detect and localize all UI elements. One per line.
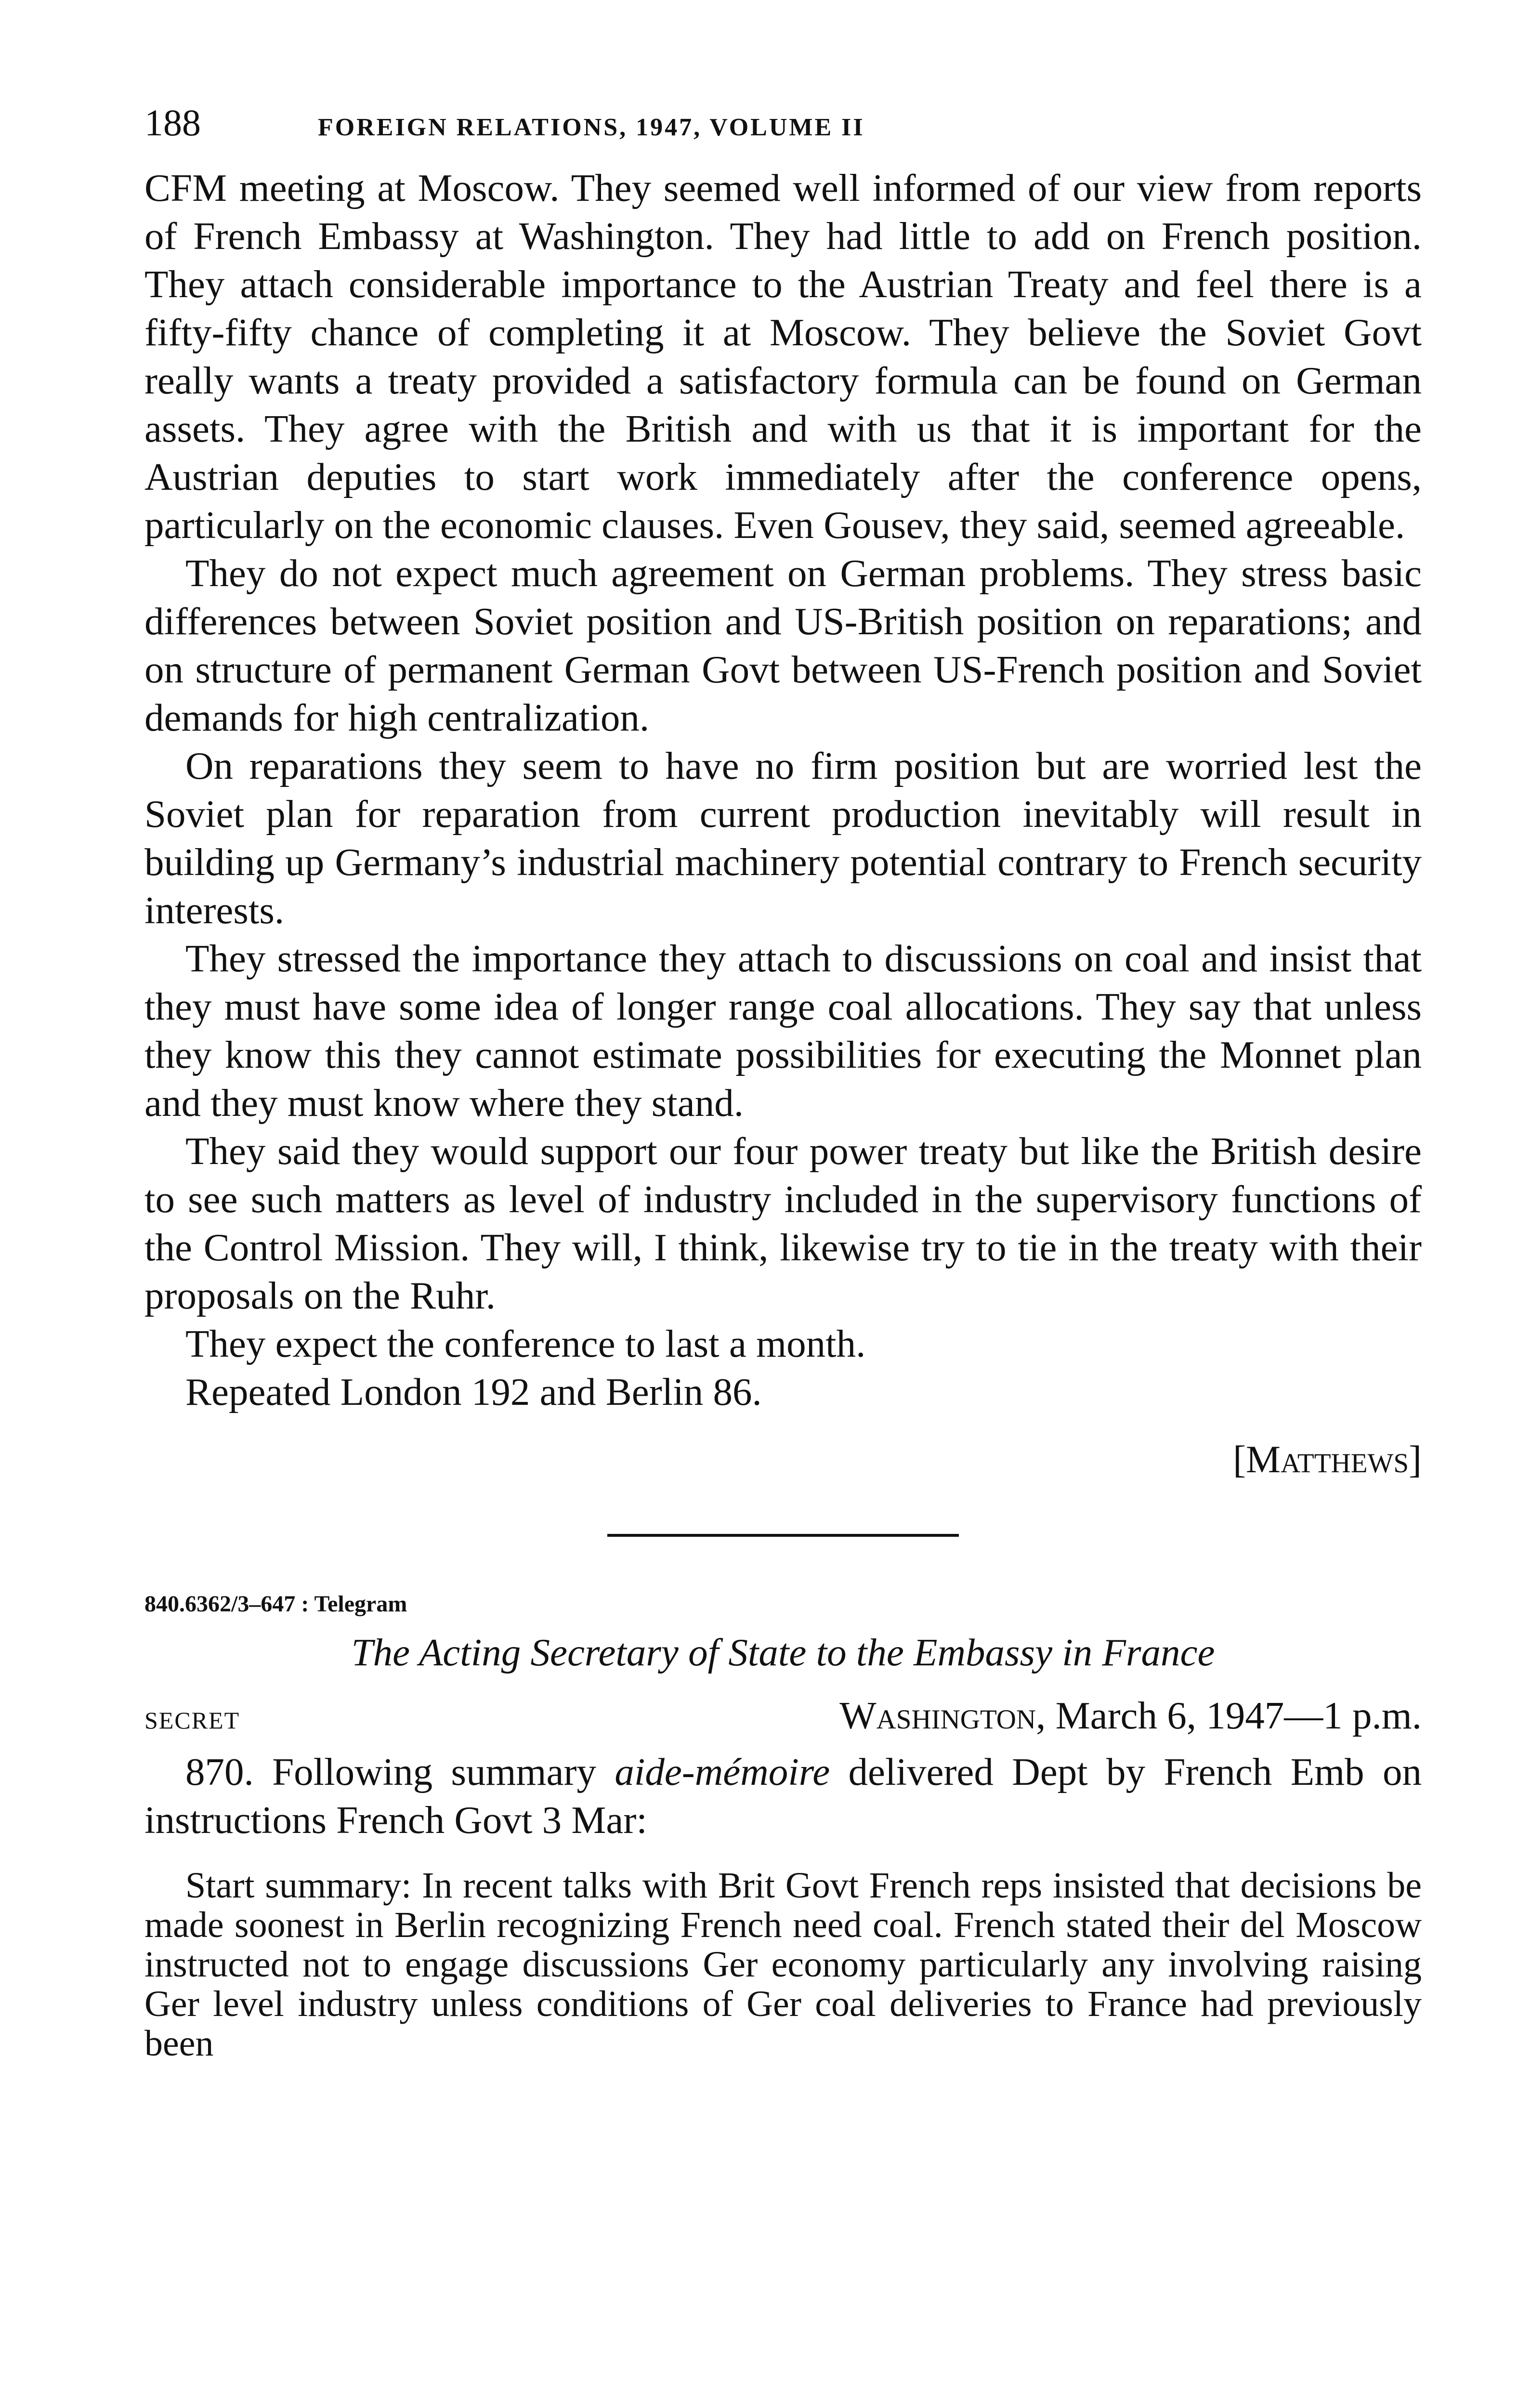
paragraph: They said they would support our four power treaty but like the British desire to see such matters as level of industry included in the supervisory functions of the Control Mission. They will, I think, likewise try to tie in the treaty with their proposals on the Ruhr.	[144, 1129, 1422, 1317]
document-page	[144, 101, 1422, 2063]
paragraph: They expect the conference to last a month.	[185, 1322, 866, 1365]
summary-paragraph: Start summary: In recent talks with Brit Govt French reps insisted that decisions be made soonest in Berlin recognizing French need coal. French stated their del Moscow instructed not to engage discussions Ger economy particularly any involving raising Ger level industry unless conditions of Ger coal deliveries to France had previously been	[144, 1865, 1422, 2064]
dateline-city: Washington	[839, 1694, 1036, 1737]
signature: [Matthews]	[1233, 1438, 1422, 1481]
paragraph: They do not expect much agreement on German problems. They stress basic differences between Soviet position and US-British position on reparations; and on structure of permanent German Govt between US-French position and Soviet demands for high centralization.	[144, 551, 1422, 739]
document-heading: The Acting Secretary of State to the Embassy in France	[351, 1631, 1215, 1674]
telegram-body	[144, 1748, 1422, 1844]
section-divider	[607, 1534, 959, 1537]
paragraph: On reparations they seem to have no firm position but are worried lest the Soviet plan for reparation from current production inevitably will result in building up Germany’s industrial machinery potential contrary to French security interests.	[144, 744, 1422, 932]
dateline-date: , March 6, 1947—1 p.m.	[1036, 1694, 1422, 1737]
page-number: 188	[144, 102, 201, 144]
telegram-paragraph	[144, 1748, 1422, 1844]
summary-block	[144, 1866, 1422, 2063]
aide-memoire-term: aide-mémoire	[615, 1750, 830, 1793]
paragraph: They stressed the importance they attach to discussions on coal and insist that they must have some idea of longer range coal allocations. They say that unless they know this they cannot estimate possibilities for executing the Monnet plan and they must know where they stand.	[144, 937, 1422, 1125]
classification-label: SECRET	[144, 1707, 240, 1734]
telegram-paragraph-start: 870. Following summary	[185, 1750, 615, 1793]
paragraph-continued: CFM meeting at Moscow. They seemed well informed of our view from reports of French Embassy at Washington. They had little to add on French position. They attach considerable importance to the Austrian Treaty and feel there is a fifty-fifty chance of completing it at Moscow. They believe the Soviet Govt really wants a treaty provided a satisfactory formula can be found on German assets. They agree with the British and with us that it is important for the Austrian deputies to start work immediately after the conference opens, particularly on the economic clauses. Even Gousev, they said, seemed agreeable.	[144, 166, 1422, 547]
paragraph: Repeated London 192 and Berlin 86.	[185, 1370, 762, 1413]
running-head-title: FOREIGN RELATIONS, 1947, VOLUME II	[318, 114, 865, 141]
dateline-row	[144, 1693, 1422, 1738]
telegram-paragraph-end: delivered Dept by French Emb on instructions French Govt 3 Mar:	[144, 1750, 1422, 1842]
body-text	[144, 164, 1422, 1416]
file-reference: 840.6362/3–647 : Telegram	[144, 1591, 407, 1617]
running-head	[144, 101, 1422, 154]
dateline	[839, 1693, 1422, 1738]
